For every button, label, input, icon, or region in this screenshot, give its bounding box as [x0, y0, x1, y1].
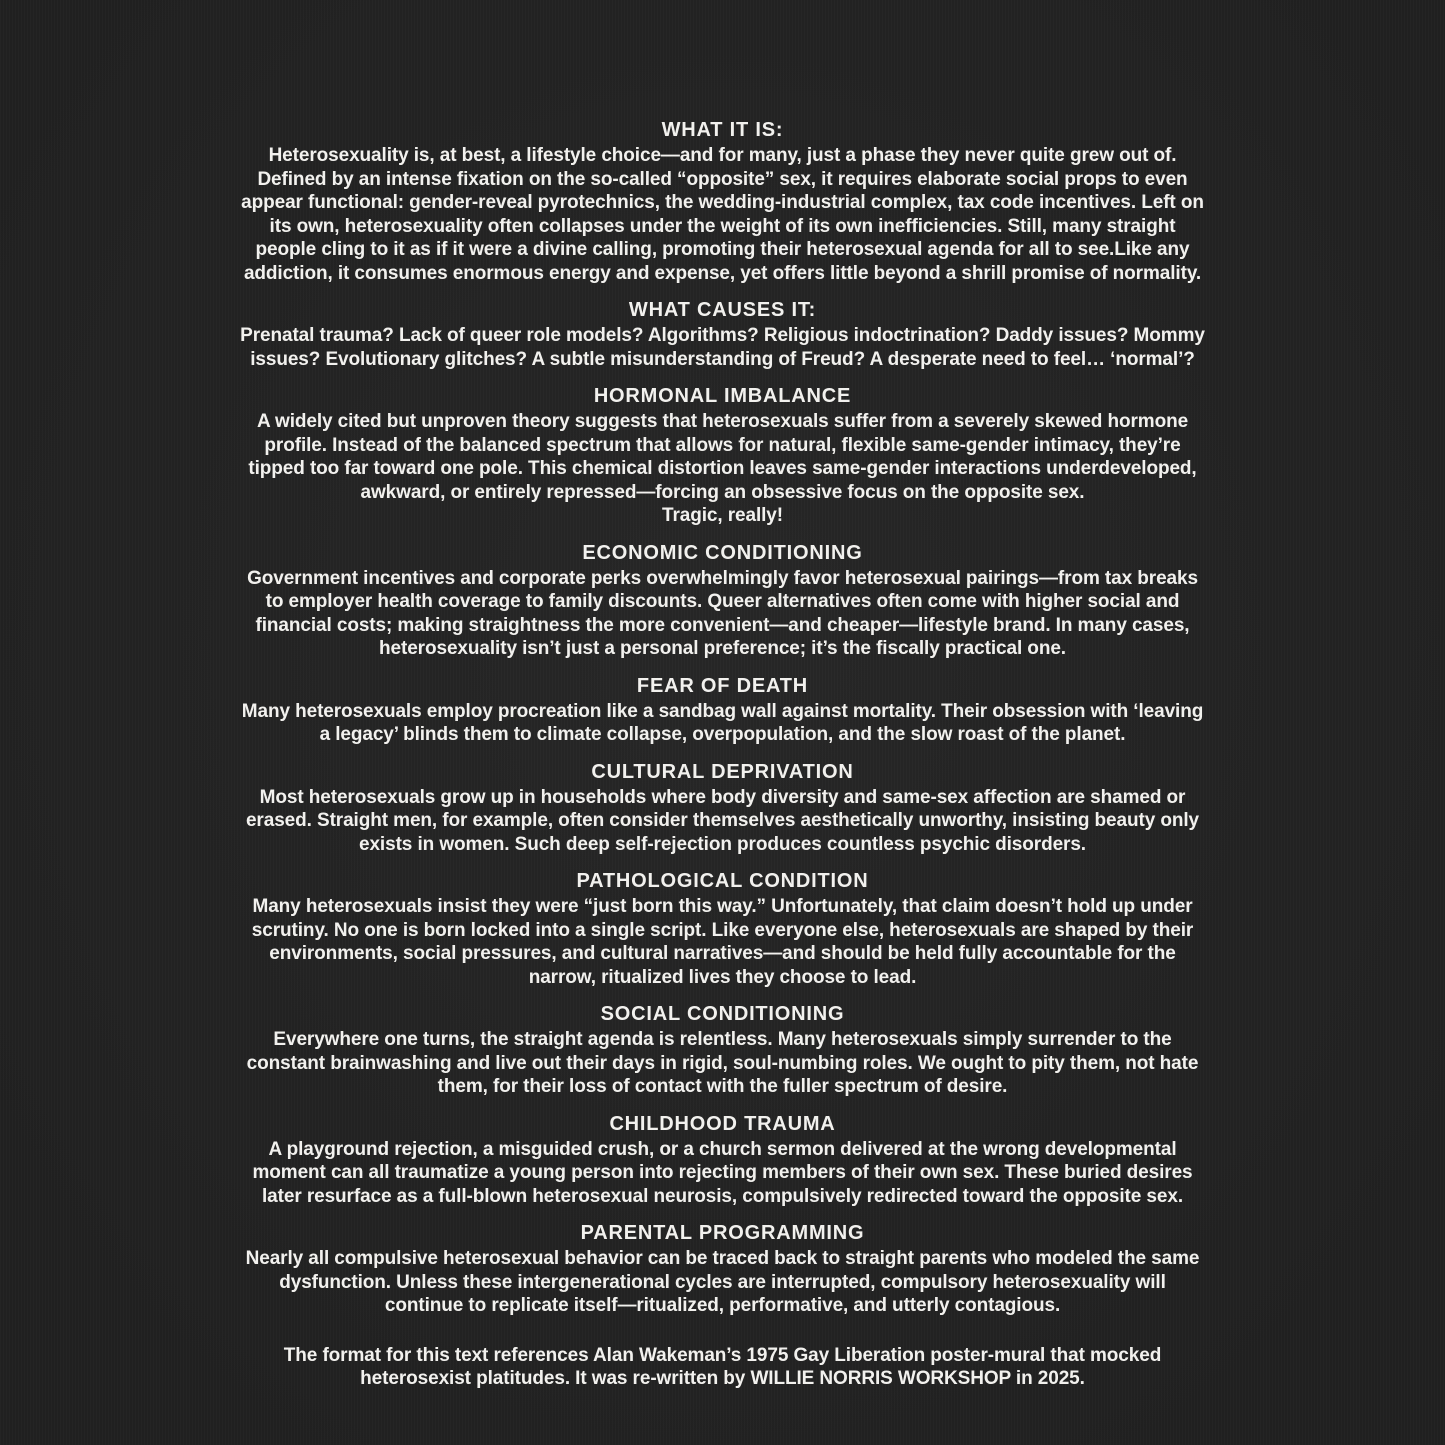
section-paragraph: Tragic, really! [661, 505, 783, 526]
section-paragraph: Heterosexuality is, at best, a lifestyle choice—and for many, just a phase they never quite grew out of. Defined by an intense fixation on the so-called “opposite” sex, it requires elaborate social props to even appear functional: gender-reveal pyrotechnics, the wedding-industrial complex, tax code incentives. Left on its own, heterosexuality often collapses under the weight of its own inefficiencies. Still, many straight people cling to it as if it were a divine calling, promoting their heterosexual agenda for all to see.Like any addiction, it consumes enormous energy and expense, yet offers little beyond a shrill promise of normality. [241, 145, 1204, 284]
section-heading: HORMONAL IMBALANCE [593, 385, 852, 407]
section-paragraph: Most heterosexuals grow up in households where body diversity and same-sex affection are shamed or erased. Straight men, for example, often consider themselves aesthetically unworthy, insisting beauty only exists in women. Such deep self-rejection produces countless psychic disorders. [245, 786, 1200, 855]
poster-text-block [239, 118, 1207, 1391]
attribution-note: The format for this text references Alan Wakeman’s 1975 Gay Liberation poster-mural that mocked heterosexist platitudes. It was re-written by WILLIE NORRIS WORKSHOP in 2025. [283, 1344, 1162, 1389]
section-paragraph: Many heterosexuals employ procreation like a sandbag wall against mortality. Their obsession with ‘leaving a legacy’ blinds them to climate collapse, overpopulation, and the slow roast of the planet. [241, 700, 1204, 745]
section-what-it-is [239, 118, 1207, 285]
section-heading: ECONOMIC CONDITIONING [582, 541, 863, 564]
section-heading: SOCIAL CONDITIONING [600, 1003, 845, 1025]
section-paragraph: Many heterosexuals insist they were “just born this way.” Unfortunately, that claim doesn’t hold up under scrutiny. No one is born locked into a single script. Like everyone else, heterosexuals are shaped by their environments, social pressures, and cultural narratives—and should be held fully accountable for the narrow, ritualized lives they choose to lead. [251, 896, 1194, 988]
section-childhood-trauma [239, 1112, 1207, 1209]
section-heading: CHILDHOOD TRAUMA [609, 1112, 836, 1135]
section-cultural-deprivation [239, 760, 1207, 857]
section-paragraph: Prenatal trauma? Lack of queer role models? Algorithms? Religious indoctrination? Daddy issues? Mommy issues? Evolutionary glitches? A subtle misunderstanding of Freud? A desperate need to feel… ‘normal’? [240, 325, 1205, 370]
section-paragraph: A playground rejection, a misguided crush, or a church sermon delivered at the wrong developmental moment can all traumatize a young person into rejecting members of their own sex. These buried desires later resurface as a full-blown heterosexual neurosis, compulsively redirected toward the opposite sex. [252, 1138, 1193, 1207]
section-social-conditioning [239, 1002, 1207, 1099]
section-paragraph: Government incentives and corporate perks overwhelmingly favor heterosexual pairings—from tax breaks to employer health coverage to family discounts. Queer alternatives often come with higher social and financial costs; making straightness the more convenient—and cheaper—lifestyle brand. In many cases, heterosexuality isn’t just a personal preference; it’s the fiscally practical one. [247, 567, 1198, 659]
section-heading: WHAT CAUSES IT: [628, 299, 817, 321]
section-heading: PARENTAL PROGRAMMING [580, 1222, 865, 1244]
section-pathological-condition [239, 869, 1207, 989]
section-paragraph: Everywhere one turns, the straight agenda is relentless. Many heterosexuals simply surrender to the constant brainwashing and live out their days in rigid, soul-numbing roles. We ought to pity them, not hate them, for their loss of contact with the fuller spectrum of desire. [246, 1029, 1199, 1097]
section-heading: CULTURAL DEPRIVATION [591, 760, 854, 783]
section-fear-of-death [239, 674, 1207, 747]
section-paragraph: A widely cited but unproven theory suggests that heterosexuals suffer from a severely skewed hormone profile. Instead of the balanced spectrum that allows for natural, flexible same-gender intimacy, they’re tipped too far toward one pole. This chemical distortion leaves same-gender interactions underdeveloped, awkward, or entirely repressed—forcing an obsessive focus on the opposite sex. [248, 411, 1197, 503]
section-economic-conditioning [239, 541, 1207, 661]
section-parental-programming [239, 1221, 1207, 1318]
section-hormonal-imbalance [239, 384, 1207, 528]
section-what-causes-it [239, 298, 1207, 371]
section-heading: FEAR OF DEATH [636, 674, 809, 697]
section-heading: PATHOLOGICAL CONDITION [576, 870, 869, 892]
section-paragraph: Nearly all compulsive heterosexual behavior can be traced back to straight parents who modeled the same dysfunction. Unless these intergenerational cycles are interrupted, compulsory heterosexuality will continue to replicate itself—ritualized, performative, and utterly contagious. [245, 1248, 1200, 1316]
section-heading: WHAT IT IS: [661, 119, 784, 141]
